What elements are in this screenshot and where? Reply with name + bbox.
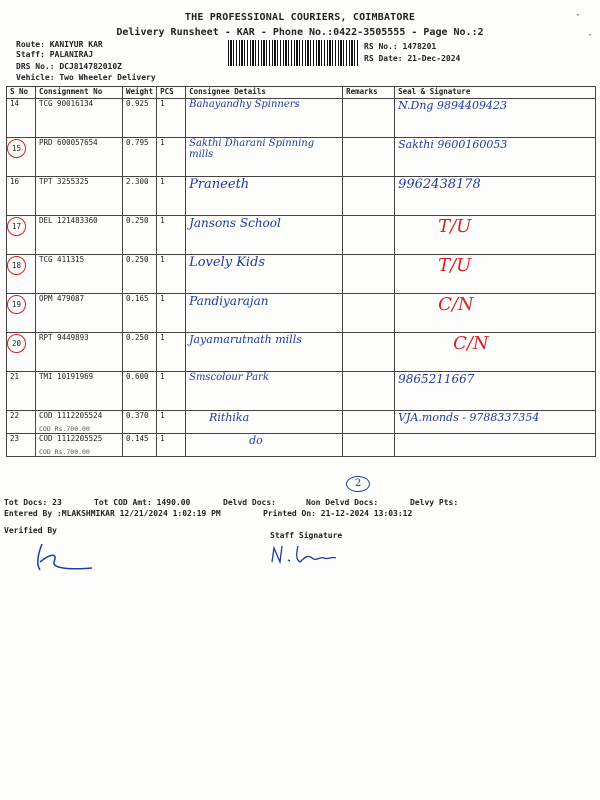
row-signature	[395, 99, 596, 138]
row-sno: 22	[7, 411, 36, 434]
row-remarks	[343, 411, 395, 434]
row-consignment: OPM 479087	[36, 294, 123, 333]
row-weight: 0.600	[123, 372, 157, 411]
row-remarks	[343, 138, 395, 177]
runsheet-table	[6, 86, 596, 457]
staff-signature-label: Staff Signature	[270, 531, 343, 540]
row-consignee	[186, 294, 343, 333]
col-sno: S No	[7, 87, 36, 99]
verified-by-label: Verified By	[4, 526, 57, 535]
circled-sno: 15	[7, 139, 26, 158]
row-pcs: 1	[157, 138, 186, 177]
table-row	[7, 333, 596, 372]
row-weight: 2.300	[123, 177, 157, 216]
row-pcs: 1	[157, 99, 186, 138]
table-row	[7, 255, 596, 294]
margin-mark: ·	[587, 30, 594, 41]
row-sno: 16	[7, 177, 36, 216]
row-signature	[395, 411, 596, 434]
row-sno: 21	[7, 372, 36, 411]
row-remarks	[343, 333, 395, 372]
row-consignee	[186, 216, 343, 255]
row-consignment: TMI 10191969	[36, 372, 123, 411]
row-consignee	[186, 434, 343, 457]
handwritten-consignee: Jansons School	[189, 216, 281, 230]
row-remarks	[343, 177, 395, 216]
verified-signature	[28, 540, 98, 576]
table-row	[7, 411, 596, 434]
row-consignment: TPT 3255325	[36, 177, 123, 216]
row-pcs: 1	[157, 333, 186, 372]
margin-mark: ·	[575, 10, 582, 21]
row-sno: 23	[7, 434, 36, 457]
row-sno	[7, 294, 36, 333]
handwritten-consignee: Smscolour Park	[189, 372, 269, 383]
handwritten-signature: N.Dng 9894409423	[398, 99, 507, 112]
row-weight: 0.795	[123, 138, 157, 177]
row-weight: 0.925	[123, 99, 157, 138]
table-row	[7, 216, 596, 255]
col-consignment: Consignment No	[36, 87, 123, 99]
row-consignee	[186, 333, 343, 372]
handwritten-consignee: Pandiyarajan	[189, 294, 269, 308]
row-consignment: RPT 9449893	[36, 333, 123, 372]
drs-no: DRS No.: DCJ814782010Z	[16, 62, 122, 71]
table-row	[7, 372, 596, 411]
row-remarks	[343, 434, 395, 457]
row-weight: 0.145	[123, 434, 157, 457]
row-weight: 0.250	[123, 333, 157, 372]
handwritten-consignee: Bahayandhy Spinners	[189, 99, 300, 110]
row-consignment-no: COD 1112205525	[39, 434, 103, 443]
staff-label: Staff: PALANIRAJ	[16, 50, 94, 59]
row-sno	[7, 138, 36, 177]
row-consignee	[186, 177, 343, 216]
row-sno	[7, 333, 36, 372]
row-signature	[395, 177, 596, 216]
row-pcs: 1	[157, 177, 186, 216]
col-weight: Weight	[123, 87, 157, 99]
col-remarks: Remarks	[343, 87, 395, 99]
row-remarks	[343, 216, 395, 255]
row-remarks	[343, 372, 395, 411]
cod-amount: COD Rs.700.00	[39, 448, 90, 456]
handwritten-status: T/U	[438, 255, 472, 276]
circled-sno: 17	[7, 217, 26, 236]
row-pcs: 1	[157, 216, 186, 255]
handwritten-status: T/U	[438, 216, 472, 237]
row-pcs: 1	[157, 255, 186, 294]
table-row	[7, 138, 596, 177]
table-header-row	[7, 87, 596, 99]
circled-count: 2	[346, 476, 370, 492]
table-row	[7, 99, 596, 138]
row-weight: 0.250	[123, 255, 157, 294]
table-row	[7, 434, 596, 457]
row-consignment: TCG 90016134	[36, 99, 123, 138]
row-weight: 0.250	[123, 216, 157, 255]
handwritten-consignee: do	[249, 434, 263, 447]
handwritten-consignee: Lovely Kids	[189, 255, 266, 270]
row-remarks	[343, 294, 395, 333]
circled-sno: 19	[7, 295, 26, 314]
row-remarks	[343, 255, 395, 294]
row-pcs: 1	[157, 372, 186, 411]
row-consignee	[186, 255, 343, 294]
row-weight: 0.165	[123, 294, 157, 333]
row-signature	[395, 333, 596, 372]
delivered-docs: Delvd Docs:	[223, 498, 276, 507]
row-consignment: TCG 411315	[36, 255, 123, 294]
row-pcs: 1	[157, 434, 186, 457]
row-signature	[395, 294, 596, 333]
table-row	[7, 177, 596, 216]
row-consignment	[36, 411, 123, 434]
handwritten-consignee: Praneeth	[189, 177, 250, 192]
row-signature	[395, 434, 596, 457]
handwritten-consignee: Jayamarutnath mills	[189, 333, 302, 346]
entered-by: Entered By :MLAKSHMIKAR 12/21/2024 1:02:19 PM	[4, 509, 221, 518]
delivery-points: Delvy Pts:	[410, 498, 459, 507]
row-sno	[7, 255, 36, 294]
row-weight: 0.370	[123, 411, 157, 434]
row-consignee	[186, 372, 343, 411]
col-pcs: PCS	[157, 87, 186, 99]
route-label: Route: KANIYUR KAR	[16, 40, 103, 49]
cod-amount: COD Rs.700.00	[39, 425, 90, 433]
row-consignment-no: COD 1112205524	[39, 411, 103, 420]
row-consignment	[36, 434, 123, 457]
barcode-image	[228, 40, 358, 66]
total-cod: Tot COD Amt: 1490.00	[94, 498, 191, 507]
handwritten-signature: VJA.monds - 9788337354	[398, 411, 540, 424]
row-consignee	[186, 99, 343, 138]
vehicle-label: Vehicle: Two Wheeler Delivery	[16, 73, 156, 82]
non-delivered-docs: Non Delvd Docs:	[306, 498, 379, 507]
row-consignment: DEL 121483360	[36, 216, 123, 255]
row-signature	[395, 216, 596, 255]
handwritten-signature: 9962438178	[398, 177, 481, 192]
row-signature	[395, 255, 596, 294]
runsheet-title: Delivery Runsheet - KAR - Phone No.:0422-3505555 - Page No.:2	[116, 27, 484, 38]
rs-date: RS Date: 21-Dec-2024	[364, 54, 461, 63]
handwritten-status: C/N	[453, 333, 489, 354]
row-sno: 14	[7, 99, 36, 138]
handwritten-signature: Sakthi 9600160053	[398, 138, 508, 151]
row-pcs: 1	[157, 294, 186, 333]
row-consignment: PRD 600057654	[36, 138, 123, 177]
row-signature	[395, 372, 596, 411]
table-row	[7, 294, 596, 333]
rs-no: RS No.: 1478201	[364, 42, 437, 51]
printed-on: Printed On: 21-12-2024 13:03:12	[263, 509, 413, 518]
staff-signature	[268, 540, 348, 570]
handwritten-signature: 9865211667	[398, 372, 475, 386]
row-signature	[395, 138, 596, 177]
row-pcs: 1	[157, 411, 186, 434]
row-sno	[7, 216, 36, 255]
circled-sno: 20	[7, 334, 26, 353]
row-consignee	[186, 411, 343, 434]
circled-sno: 18	[7, 256, 26, 275]
total-docs: Tot Docs: 23	[4, 498, 62, 507]
handwritten-consignee: Rithika	[209, 411, 250, 424]
col-signature: Seal & Signature	[395, 87, 596, 99]
row-remarks	[343, 99, 395, 138]
company-title: THE PROFESSIONAL COURIERS, COIMBATORE	[184, 12, 416, 23]
handwritten-status: C/N	[438, 294, 474, 315]
col-consignee: Consignee Details	[186, 87, 343, 99]
row-consignee	[186, 138, 343, 177]
handwritten-consignee: Sakthi Dharani Spinning mills	[189, 138, 315, 160]
